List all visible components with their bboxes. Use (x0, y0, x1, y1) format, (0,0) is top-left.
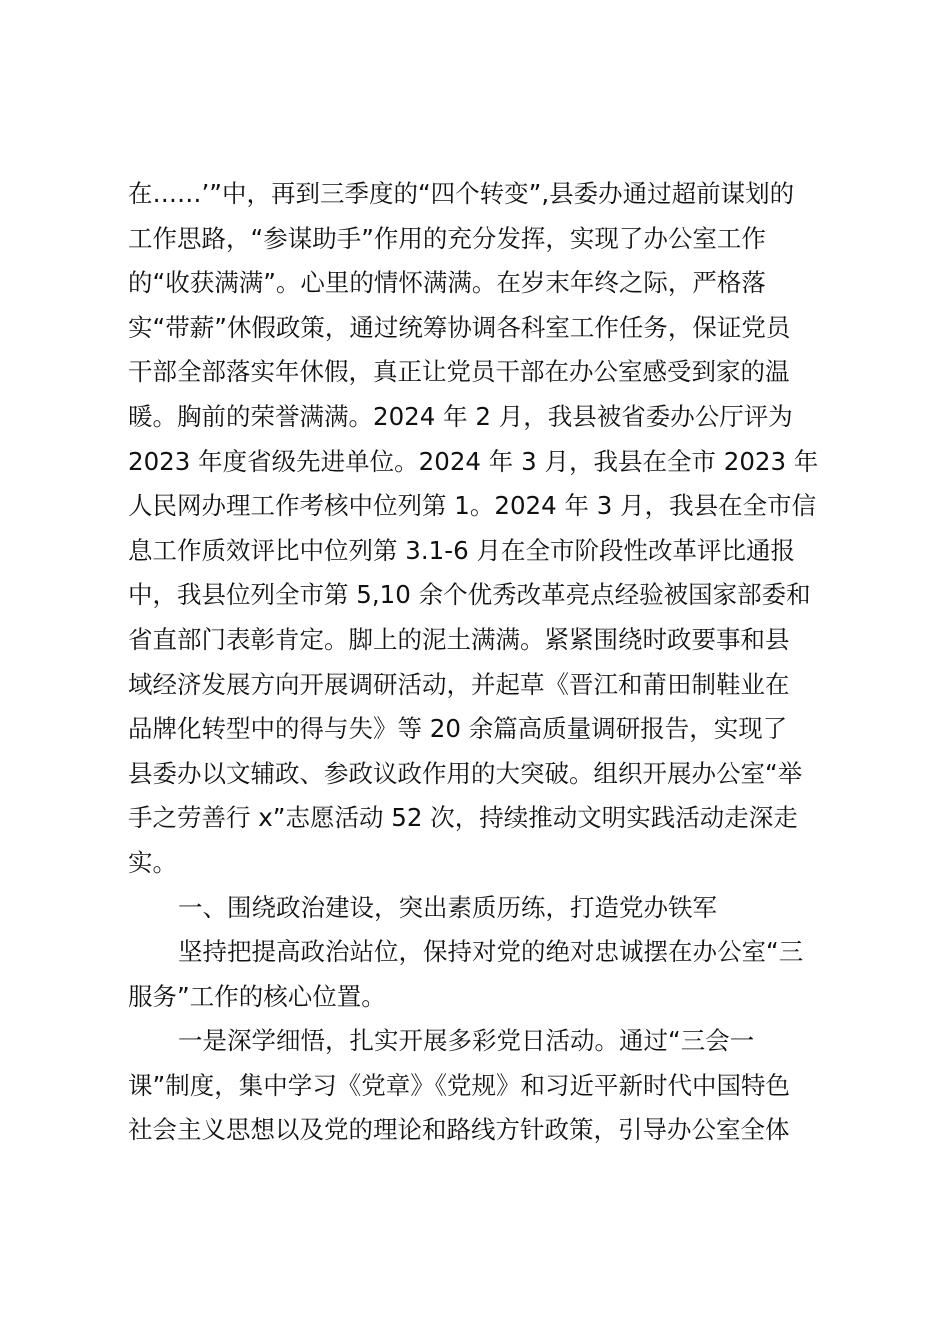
text-line: 中，我县位列全市第 5,10 余个优秀改革亮点经验被国家部委和 (128, 580, 811, 610)
text-line: 干部全部落实年休假，真正让党员干部在办公室感受到家的温 (128, 357, 790, 387)
text-line: 县委办以文辅政、参政议政作用的大突破。组织开展办公室“举 (128, 758, 803, 788)
text-line: 工作思路，“参谋助手”作用的充分发挥，实现了办公室工作 (128, 223, 766, 253)
text-line: 服务”工作的核心位置。 (128, 981, 386, 1011)
text-line: 手之劳善行 x”志愿活动 52 次，持续推动文明实践活动走深走 (128, 803, 798, 833)
text-line: 课”制度，集中学习《党章》《党规》和习近平新时代中国特色 (128, 1070, 790, 1100)
text-line: 社会主义思想以及党的理论和路线方针政策，引导办公室全体 (128, 1115, 790, 1145)
text-line: 暖。胸前的荣誉满满。2024 年 2 月，我县被省委办公厅评为 (128, 401, 793, 431)
text-line: 一是深学细悟，扎实开展多彩党日活动。通过“三会一 (178, 1026, 755, 1056)
text-line: 的“收获满满”。心里的情怀满满。在岁末年终之际，严格落 (128, 268, 766, 298)
body-text (128, 172, 838, 1153)
text-line: 坚持把提高政治站位，保持对党的绝对忠诚摆在办公室“三 (178, 937, 804, 967)
text-line: 息工作质效评比中位列第 3.1-6 月在全市阶段性改革评比通报 (128, 535, 795, 565)
text-line: 人民网办理工作考核中位列第 1。2024 年 3 月，我县在全市信 (128, 491, 817, 521)
text-line: 实。 (128, 847, 177, 877)
text-line: 2023 年度省级先进单位。2024 年 3 月，我县在全市 2023 年 (128, 446, 819, 476)
section-heading: 一、围绕政治建设，突出素质历练，打造党办铁军 (178, 892, 717, 922)
text-line: 在……’”中，再到三季度的“四个转变”,县委办通过超前谋划的 (128, 179, 795, 208)
text-line: 域经济发展方向开展调研活动，并起草《晋江和莆田制鞋业在 (128, 669, 790, 699)
text-line: 品牌化转型中的得与失》等 20 余篇高质量调研报告，实现了 (128, 714, 788, 744)
text-line: 省直部门表彰肯定。脚上的泥土满满。紧紧围绕时政要事和县 (128, 624, 790, 654)
text-line: 实“带薪”休假政策，通过统筹协调各科室工作任务，保证党员 (128, 312, 791, 342)
